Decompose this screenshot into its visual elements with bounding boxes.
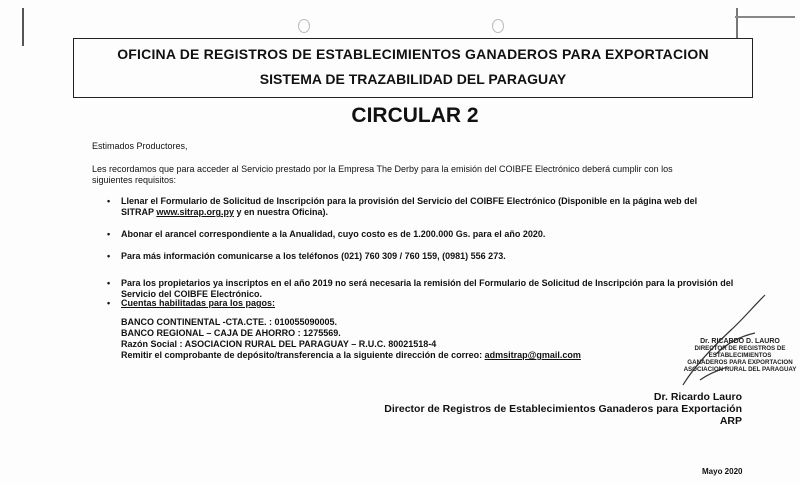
bullet-icon: • [107,278,111,288]
bullet-icon: • [107,251,111,261]
bank-details: BANCO CONTINENTAL -CTA.CTE. : 010055090005. BANCO REGIONAL – CAJA DE AHORRO : 1275569. Razón Social : ASOCIACION RURAL DEL PARAGUAY – R.U.C. 80021518-4 Remitir el comprobante de depósito/transferencia a la siguiente dirección de correo: admsitrap@gmail.com [121,317,581,360]
intro-paragraph: Les recordamos que para acceder al Servicio prestado por la Empresa The Derby para la emisión del COIBFE Electrónico deberá cumplir con los siguientes requisitos: [92,164,673,185]
scan-edge-mark [22,8,24,46]
signatory-role: Director de Registros de Establecimientos Ganaderos para Exportación [384,403,742,415]
punch-hole-icon [298,19,310,33]
header-subtitle: SISTEMA DE TRAZABILIDAD DEL PARAGUAY [259,71,567,87]
document-date: Mayo 2020 [702,467,743,476]
punch-hole-icon [492,19,504,33]
scan-edge-mark [736,8,738,38]
bullet-icon: • [107,298,111,308]
header-box [73,38,753,98]
bullet-icon: • [107,196,111,206]
signatory-org: ARP [719,415,742,427]
scan-edge-mark [735,16,795,18]
signature-block [384,391,742,427]
greeting: Estimados Productores, [92,141,188,151]
official-stamp: Dr. RICARDO D. LAURO DIRECTOR DE REGISTROS DE ESTABLECIMIENTOS GANADEROS PARA EXPORTACION ASOCIACION RURAL DEL PARAGUAY [683,338,797,373]
email-link[interactable]: admsitrap@gmail.com [484,350,581,360]
list-item: Abonar el arancel correspondiente a la Anualidad, cuyo costo es de 1.200.000 Gs. para el año 2020. [121,229,546,239]
bullet-icon: • [107,229,111,239]
list-item: Para más información comunicarse a los teléfonos (021) 760 309 / 760 159, (0981) 556 273. [121,251,506,261]
list-item: Para los propietarios ya inscriptos en el año 2019 no será necesaria la remisión del Formulario de Solicitud de Inscripción para la provisión del Servicio del COIBFE Electrónico. [121,278,734,299]
header-title: OFICINA DE REGISTROS DE ESTABLECIMIENTOS GANADEROS PARA EXPORTACION [117,46,709,62]
list-item: Llenar el Formulario de Solicitud de Inscripción para la provisión del Servicio del COIBFE Electrónico (Disponible en la página web del SITRAP www.sitrap.org.py y en nuestra Oficina). [121,196,698,217]
signatory-name: Dr. Ricardo Lauro [653,391,742,403]
list-item: Cuentas habilitadas para los pagos: [121,298,276,308]
website-link[interactable]: www.sitrap.org.py [156,207,235,217]
page-title: CIRCULAR 2 [351,104,479,127]
